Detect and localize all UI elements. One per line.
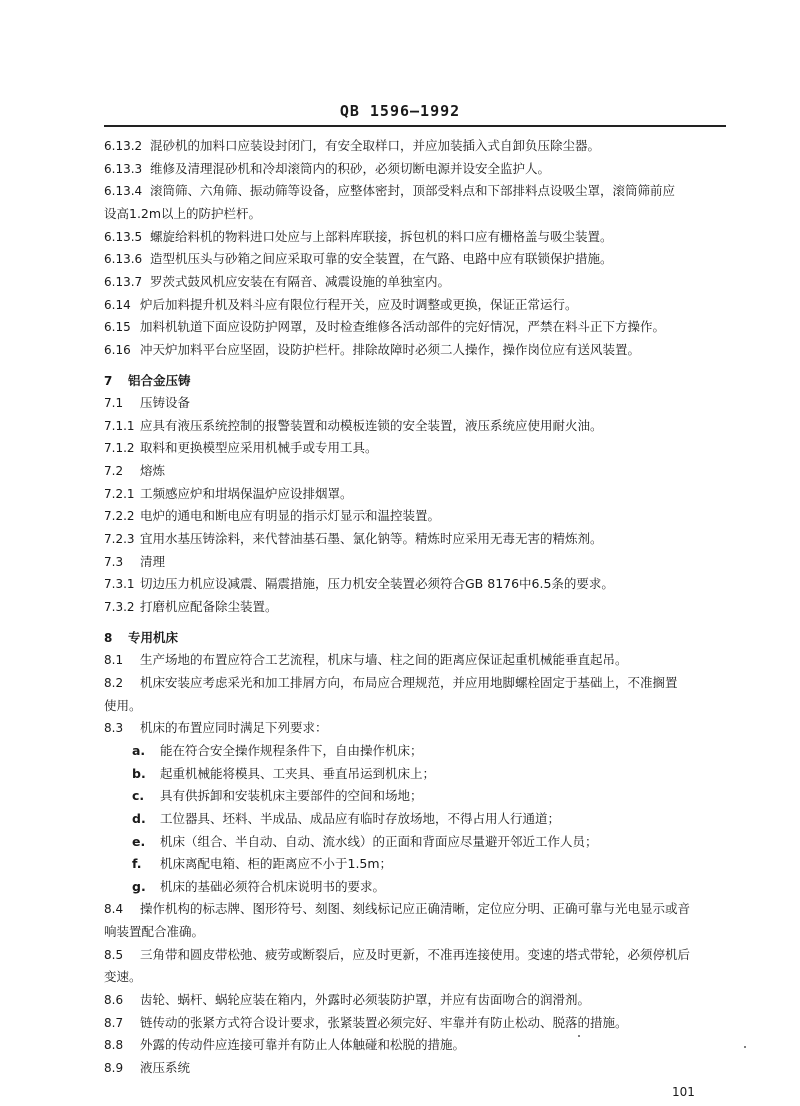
clause-number: 8.8 bbox=[104, 1038, 124, 1053]
clause-text: 变速。 bbox=[104, 969, 142, 985]
clause-number: 6.13.4 bbox=[104, 184, 143, 199]
clause-number: 6.15 bbox=[104, 320, 131, 335]
clause-number: 7.1 bbox=[104, 396, 124, 411]
clause-text: 炉后加料提升机及料斗应有限位行程开关，应及时调整或更换，保证正常运行。 bbox=[140, 296, 578, 312]
clause-text: 齿轮、蜗杆、蜗轮应装在箱内，外露时必须装防护罩，并应有齿面吻合的润滑剂。 bbox=[140, 992, 591, 1008]
clause-7-1-2 bbox=[104, 438, 729, 458]
clause-text: 造型机压头与砂箱之间应采取可靠的安全装置，在气路、电路中应有联锁保护措施。 bbox=[150, 251, 613, 267]
clause-number: 8.6 bbox=[104, 993, 124, 1008]
clause-text: 工频感应炉和坩埚保温炉应设排烟罩。 bbox=[140, 485, 353, 501]
list-item-a bbox=[132, 741, 757, 761]
clause-number: 6.13.5 bbox=[104, 229, 143, 244]
clause-number: 7.1.2 bbox=[104, 441, 135, 456]
clause-8-7 bbox=[104, 1013, 729, 1033]
clause-text: 生产场地的布置应符合工艺流程，机床与墙、柱之间的距离应保证起重机械能垂直起吊。 bbox=[140, 652, 628, 668]
page-number: 101 bbox=[672, 1084, 695, 1099]
section-title: 铝合金压铸 bbox=[128, 372, 191, 388]
section-8-heading bbox=[104, 628, 729, 648]
clause-8-8 bbox=[104, 1035, 729, 1055]
clause-number: 8.9 bbox=[104, 1061, 124, 1075]
section-number: 7 bbox=[104, 373, 113, 388]
list-label: f. bbox=[132, 856, 142, 872]
list-label: g. bbox=[132, 878, 146, 894]
clause-number: 7.3.1 bbox=[104, 577, 135, 592]
list-item-b bbox=[132, 764, 757, 784]
clause-text: 机床的布置应同时满足下列要求： bbox=[140, 720, 328, 736]
clause-text: 熔炼 bbox=[140, 463, 166, 479]
clause-7-1-1 bbox=[104, 416, 729, 436]
clause-8-3 bbox=[104, 718, 729, 738]
clause-7-3-2 bbox=[104, 597, 729, 617]
clause-6-14 bbox=[104, 295, 729, 315]
clause-number: 6.13.7 bbox=[104, 274, 143, 289]
list-text: 工位器具、坯料、半成品、成品应有临时存放场地，不得占用人行通道； bbox=[160, 810, 561, 826]
clause-text: 链传动的张紧方式符合设计要求，张紧装置必须完好、牢靠并有防止松动、脱落的措施。 bbox=[140, 1014, 628, 1030]
clause-number: 7.3 bbox=[104, 554, 124, 569]
clause-text: 混砂机的加料口应装设封闭门，有安全取样口，并应加装插入式自卸负压除尘器。 bbox=[150, 138, 601, 153]
scan-speck bbox=[744, 1046, 746, 1048]
clause-text: 打磨机应配备除尘装置。 bbox=[140, 599, 278, 614]
clause-8-4 bbox=[104, 899, 729, 919]
clause-text: 响装置配合准确。 bbox=[104, 924, 205, 940]
clause-6-16 bbox=[104, 340, 729, 360]
clause-text: 维修及清理混砂机和冷却滚筒内的积砂，必须切断电源并设安全监护人。 bbox=[150, 160, 551, 176]
clause-number: 8.7 bbox=[104, 1015, 124, 1030]
clause-text: 应具有液压系统控制的报警装置和动模板连锁的安全装置，液压系统应使用耐火油。 bbox=[140, 417, 603, 433]
clause-text: 宜用水基压铸涂料，来代替油基石墨、氯化钠等。精炼时应采用无毒无害的精炼剂。 bbox=[140, 531, 603, 547]
header-rule bbox=[104, 125, 726, 127]
list-item-f bbox=[132, 854, 757, 874]
clause-8-9 bbox=[104, 1058, 729, 1078]
list-text: 具有供拆卸和安装机床主要部件的空间和场地； bbox=[160, 788, 423, 804]
clause-number: 7.2 bbox=[104, 464, 124, 479]
list-label: d. bbox=[132, 810, 146, 826]
clause-7-3-1 bbox=[104, 574, 729, 594]
clause-8-2 bbox=[104, 673, 729, 693]
clause-number: 7.2.3 bbox=[104, 532, 135, 547]
scan-speck bbox=[578, 1035, 580, 1037]
clause-text: 外露的传动件应连接可靠并有防止人体触碰和松脱的措施。 bbox=[140, 1037, 466, 1053]
clause-text: 压铸设备 bbox=[140, 395, 191, 411]
list-text: 起重机械能将模具、工夹具、垂直吊运到机床上； bbox=[160, 765, 436, 781]
clause-text: 使用。 bbox=[104, 697, 142, 713]
clause-text: 罗茨式鼓风机应安装在有隔音、减震设施的单独室内。 bbox=[150, 273, 451, 289]
clause-number: 8.1 bbox=[104, 653, 124, 668]
clause-6-13-4-cont bbox=[104, 204, 729, 224]
clause-number: 6.13.3 bbox=[104, 161, 143, 176]
clause-text: 取料和更换模型应采用机械手或专用工具。 bbox=[140, 440, 378, 456]
list-text: 机床的基础必须符合机床说明书的要求。 bbox=[160, 878, 386, 894]
clause-7-1 bbox=[104, 393, 729, 413]
clause-number: 6.14 bbox=[104, 297, 131, 312]
clause-number: 8.3 bbox=[104, 721, 124, 736]
clause-8-5-cont bbox=[104, 967, 729, 987]
clause-number: 8.4 bbox=[104, 902, 124, 917]
list-label: e. bbox=[132, 833, 146, 849]
clause-number: 7.2.1 bbox=[104, 486, 135, 501]
clause-7-3 bbox=[104, 552, 729, 572]
clause-7-2-3 bbox=[104, 529, 729, 549]
clause-text: 切边压力机应设减震、隔震措施，压力机安全装置必须符合GB 8176中6.5条的要求。 bbox=[140, 576, 614, 592]
list-text: 机床（组合、半自动、自动、流水线）的正面和背面应尽量避开邻近工作人员； bbox=[160, 833, 598, 849]
clause-8-1 bbox=[104, 650, 729, 670]
clause-6-15 bbox=[104, 317, 729, 337]
list-label: c. bbox=[132, 788, 145, 804]
standard-code-header: QB 1596—1992 bbox=[339, 102, 461, 120]
clause-number: 6.16 bbox=[104, 342, 131, 357]
clause-7-2 bbox=[104, 461, 729, 481]
clause-7-2-2 bbox=[104, 506, 729, 526]
clause-text: 三角带和圆皮带松弛、疲劳或断裂后，应及时更新，不准再连接使用。变速的塔式带轮，必须停机后 bbox=[140, 946, 691, 962]
clause-number: 6.13.2 bbox=[104, 139, 143, 153]
section-number: 8 bbox=[104, 630, 113, 645]
list-item-c bbox=[132, 786, 757, 806]
clause-text: 清理 bbox=[140, 553, 166, 569]
clause-6-13-2 bbox=[104, 136, 729, 156]
clause-number: 8.2 bbox=[104, 675, 124, 690]
section-title: 专用机床 bbox=[128, 629, 179, 645]
clause-number: 7.1.1 bbox=[104, 418, 135, 433]
clause-7-2-1 bbox=[104, 484, 729, 504]
clause-6-13-6 bbox=[104, 249, 729, 269]
clause-6-13-3 bbox=[104, 159, 729, 179]
list-label: a. bbox=[132, 742, 146, 758]
clause-text: 滚筒筛、六角筛、振动筛等设备，应整体密封，顶部受料点和下部排料点设吸尘罩，滚筒筛前应 bbox=[150, 183, 676, 199]
clause-number: 7.2.2 bbox=[104, 509, 135, 524]
list-label: b. bbox=[132, 765, 146, 781]
clause-text: 电炉的通电和断电应有明显的指示灯显示和温控装置。 bbox=[140, 508, 441, 524]
list-item-d bbox=[132, 809, 757, 829]
clause-text: 冲天炉加料平台应坚固，设防护栏杆。排除故障时必须二人操作，操作岗位应有送风装置。 bbox=[140, 341, 641, 357]
clause-6-13-5 bbox=[104, 227, 729, 247]
list-item-g bbox=[132, 877, 757, 897]
clause-number: 7.3.2 bbox=[104, 600, 135, 614]
clause-text: 加料机轨道下面应设防护网罩，及时检查维修各活动部件的完好情况，严禁在料斗正下方操作。 bbox=[140, 319, 666, 335]
clause-text: 机床安装应考虑采光和加工排屑方向，布局应合理规范，并应用地脚螺栓固定于基础上，不准搁置 bbox=[140, 674, 678, 690]
list-text: 能在符合安全操作规程条件下，自由操作机床； bbox=[160, 742, 423, 758]
clause-8-4-cont bbox=[104, 922, 729, 942]
clause-6-13-4 bbox=[104, 181, 729, 201]
clause-number: 6.13.6 bbox=[104, 252, 143, 267]
list-item-e bbox=[132, 832, 757, 852]
clause-text: 操作机构的标志牌、图形符号、刻图、刻线标记应正确清晰，定位应分明、正确可靠与光电显示或音 bbox=[140, 901, 691, 917]
clause-8-2-cont bbox=[104, 696, 729, 716]
clause-text: 设高1.2m以上的防护栏杆。 bbox=[104, 205, 262, 221]
clause-text: 液压系统 bbox=[140, 1060, 191, 1075]
section-7-heading bbox=[104, 371, 729, 391]
clause-8-5 bbox=[104, 945, 729, 965]
clause-text: 螺旋给料机的物料进口处应与上部料库联接，拆包机的料口应有栅格盖与吸尘装置。 bbox=[150, 228, 613, 244]
clause-number: 8.5 bbox=[104, 947, 124, 962]
clause-8-6 bbox=[104, 990, 729, 1010]
list-text: 机床离配电箱、柜的距离应不小于1.5m； bbox=[160, 856, 393, 872]
clause-6-13-7 bbox=[104, 272, 729, 292]
